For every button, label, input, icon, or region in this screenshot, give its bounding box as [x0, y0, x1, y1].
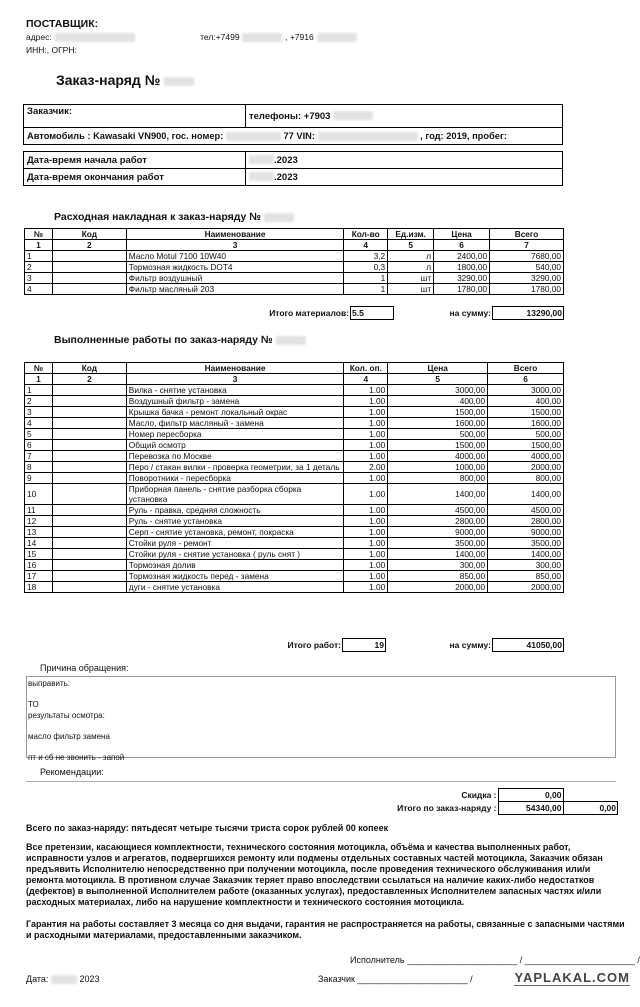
row-name: Тормозная жидкость перед - замена: [126, 571, 344, 582]
title-text: Заказ-наряд №: [56, 72, 161, 88]
table-row: [25, 284, 564, 295]
table-row: [25, 451, 564, 462]
row-total: 400,00: [488, 396, 564, 407]
row-number: 1: [25, 251, 53, 262]
works-colnum-1: 2: [52, 374, 126, 385]
phones-label: телефоны: +7903: [249, 110, 331, 122]
end-value: .2023: [274, 171, 298, 183]
table-row: [25, 407, 564, 418]
row-price: 4000,00: [388, 451, 488, 462]
date-value: 2023: [79, 974, 100, 984]
executor-signature: Исполнитель ______________________ / ______________________ /: [350, 955, 640, 965]
table-row: [25, 418, 564, 429]
table-row: [25, 549, 564, 560]
row-number: 4: [25, 418, 53, 429]
row-price: 1000,00: [388, 462, 488, 473]
row-qty: 1.00: [344, 484, 388, 505]
row-total: 2000,00: [488, 582, 564, 593]
row-code: [52, 273, 126, 284]
row-unit: л: [388, 262, 434, 273]
works-total: [240, 638, 564, 652]
vehicle-cell: [24, 128, 563, 145]
row-price: 850,00: [388, 571, 488, 582]
row-unit: шт: [388, 273, 434, 284]
row-number: 15: [25, 549, 53, 560]
row-qty: 1.00: [344, 407, 388, 418]
table-row: [25, 396, 564, 407]
materials-title: [54, 211, 294, 223]
row-price: 1500,00: [388, 407, 488, 418]
row-number: 17: [25, 571, 53, 582]
executor-label: Исполнитель: [350, 955, 405, 965]
row-number: 12: [25, 516, 53, 527]
row-number: 2: [25, 262, 53, 273]
end-label: Дата-время окончания работ: [27, 171, 164, 183]
dates-table: [23, 151, 563, 186]
row-name: Тормозная долив: [126, 560, 344, 571]
reason-line: ТО: [28, 700, 39, 709]
works-colnum-5: 6: [488, 374, 564, 385]
row-total: 7680,00: [490, 251, 564, 262]
row-number: 1: [25, 385, 53, 396]
row-total: 540,00: [490, 262, 564, 273]
row-code: [52, 538, 126, 549]
row-total: 4500,00: [488, 505, 564, 516]
row-price: 300,00: [388, 560, 488, 571]
materials-colnum-0: 1: [25, 240, 53, 251]
table-row: [25, 484, 564, 505]
reason-line: масло фильтр замена: [28, 731, 110, 741]
row-name: Фильтр воздушный: [126, 273, 344, 284]
redacted-date: [51, 975, 77, 984]
row-name: Перо / стакан вилки - проверка геометрии, за 1 деталь: [126, 462, 344, 473]
works-sum-value: 41050,00: [493, 639, 564, 652]
reason-box: [26, 676, 616, 762]
row-name: Руль - снятие установка: [126, 516, 344, 527]
materials-header-5: Цена: [434, 229, 490, 240]
row-number: 7: [25, 451, 53, 462]
table-row: [25, 385, 564, 396]
materials-sum-label: на сумму:: [449, 308, 491, 318]
materials-total-label: Итого материалов:: [269, 308, 349, 318]
table-row: [25, 429, 564, 440]
row-code: [52, 484, 126, 505]
row-total: 850,00: [488, 571, 564, 582]
row-name: Общий осмотр: [126, 440, 344, 451]
works-sum-label: на сумму:: [449, 640, 491, 650]
works-header-4: Цена: [388, 363, 488, 374]
row-qty: 1.00: [344, 571, 388, 582]
table-row: [25, 571, 564, 582]
row-price: 2400,00: [434, 251, 490, 262]
start-value: .2023: [274, 154, 298, 166]
materials-colnum-4: 5: [388, 240, 434, 251]
customer-table: [23, 104, 563, 145]
materials-total-qty: 5.5: [351, 307, 394, 320]
table-row: [25, 527, 564, 538]
row-qty: 2.00: [344, 462, 388, 473]
page-title: [56, 72, 194, 88]
table-row: [25, 251, 564, 262]
row-number: 3: [25, 407, 53, 418]
summary-table: [330, 788, 618, 815]
works-header-0: №: [25, 363, 53, 374]
row-number: 14: [25, 538, 53, 549]
row-qty: 1.00: [344, 505, 388, 516]
phones-cell: [246, 105, 563, 128]
row-code: [52, 516, 126, 527]
row-qty: 1.00: [344, 473, 388, 484]
row-number: 13: [25, 527, 53, 538]
works-colnum-3: 4: [344, 374, 388, 385]
row-code: [52, 407, 126, 418]
works-title-text: Выполненные работы по заказ-наряду №: [54, 334, 273, 346]
redacted-start-date: [249, 155, 274, 164]
row-price: 1780,00: [434, 284, 490, 295]
redacted-materials-number: [264, 213, 294, 222]
row-price: 500,00: [388, 429, 488, 440]
row-total: 2000,00: [488, 462, 564, 473]
redacted-plate: [226, 132, 281, 141]
customer-cell: [24, 105, 246, 128]
table-row: [25, 462, 564, 473]
row-price: 1600,00: [388, 418, 488, 429]
row-number: 3: [25, 273, 53, 284]
vehicle-label: Автомобиль : Kawasaki VN900, гос. номер:: [27, 130, 224, 141]
materials-body: [25, 251, 564, 295]
row-price: 3290,00: [434, 273, 490, 284]
row-code: [52, 462, 126, 473]
row-price: 1800,00: [434, 262, 490, 273]
row-code: [52, 571, 126, 582]
recommendations-label: Рекомендации:: [40, 767, 104, 777]
row-number: 5: [25, 429, 53, 440]
materials-number-row: [25, 240, 564, 251]
row-qty: 1: [344, 273, 388, 284]
row-qty: 1.00: [344, 396, 388, 407]
row-qty: 0,3: [344, 262, 388, 273]
works-body: [25, 385, 564, 593]
phone-label: тел:+7499: [200, 32, 240, 42]
row-code: [52, 396, 126, 407]
redacted-phone: [242, 33, 282, 42]
materials-colnum-3: 4: [344, 240, 388, 251]
row-total: 1500,00: [488, 440, 564, 451]
row-name: Стойки руля - снятие установка ( руль снят ): [126, 549, 344, 560]
start-label-cell: [24, 152, 246, 169]
row-code: [52, 284, 126, 295]
row-code: [52, 560, 126, 571]
materials-header-2: Наименование: [126, 229, 344, 240]
row-code: [52, 505, 126, 516]
row-price: 1400,00: [388, 549, 488, 560]
materials-header-3: Кол-во: [344, 229, 388, 240]
terms-text: Все претензии, касающиеся комплектности, технического состояния мотоцикла, объёма и качества выполненных работ, исправности узлов и агрегатов, подвергшихся ремонту или подмены отдельных составных частей мотоцикла, Заказчик обязан предъявить Исполнителю непосредственно при получении мотоцикла, после проведения технического обслуживания или/и ремонта мотоцикла. В противном случае Заказчик теряет право впоследствии ссылаться на наличие каких-либо недостатков (дефектов) в выполненной Исполнителем работе (оказанных услугах), предоставленных Исполнителем запасных частях и/или расходных материалах, либо на нарушение комплектности и технического состояния мотоцикла.: [26, 842, 603, 907]
address-label: адрес:: [26, 32, 52, 42]
works-colnum-0: 1: [25, 374, 53, 385]
row-number: 8: [25, 462, 53, 473]
row-qty: 1.00: [344, 527, 388, 538]
row-total: 3000,00: [488, 385, 564, 396]
phone2-label: , +7916: [285, 32, 314, 42]
reason-line: [28, 742, 615, 753]
row-number: 4: [25, 284, 53, 295]
row-number: 6: [25, 440, 53, 451]
row-total: 1400,00: [488, 549, 564, 560]
row-total: 2800,00: [488, 516, 564, 527]
table-row: [25, 262, 564, 273]
works-table: [24, 362, 564, 593]
row-qty: 1.00: [344, 385, 388, 396]
row-code: [52, 473, 126, 484]
inn-label: ИНН:, ОГРН:: [26, 45, 77, 55]
row-number: 2: [25, 396, 53, 407]
row-number: 18: [25, 582, 53, 593]
date-label: Дата:: [26, 974, 49, 984]
row-qty: 1.00: [344, 451, 388, 462]
row-code: [52, 451, 126, 462]
works-header-2: Наименование: [126, 363, 344, 374]
watermark-logo: YAPLAKAL.COM: [514, 970, 630, 985]
materials-header-1: Код: [52, 229, 126, 240]
works-header-1: Код: [52, 363, 126, 374]
row-qty: 1.00: [344, 516, 388, 527]
row-number: 11: [25, 505, 53, 516]
row-qty: 3,2: [344, 251, 388, 262]
vin-label: 77 VIN:: [283, 130, 315, 141]
end-label-cell: [24, 169, 246, 186]
row-number: 9: [25, 473, 53, 484]
row-number: 16: [25, 560, 53, 571]
row-total: 1600,00: [488, 418, 564, 429]
table-row: [25, 538, 564, 549]
order-total-label: Итого по заказ-наряду :: [397, 803, 497, 813]
customer-sign-label: Заказчик: [318, 974, 355, 984]
table-row: [25, 560, 564, 571]
row-total: 300,00: [488, 560, 564, 571]
reason-line: выправить:: [28, 679, 71, 688]
table-row: [25, 582, 564, 593]
redacted-works-number: [276, 336, 306, 345]
table-row: [25, 440, 564, 451]
reason-line: пт и сб не звонить - запой: [28, 752, 125, 762]
reason-line: результаты осмотра:: [28, 710, 105, 720]
customer-signature: Заказчик ______________________ /: [318, 974, 473, 984]
row-qty: 1.00: [344, 429, 388, 440]
row-price: 9000,00: [388, 527, 488, 538]
row-name: Крышка бачка - ремонт локальный окрас: [126, 407, 344, 418]
row-name: Тормозная жидкость DOT4: [126, 262, 344, 273]
materials-colnum-2: 3: [126, 240, 344, 251]
row-qty: 1.00: [344, 582, 388, 593]
row-qty: 1: [344, 284, 388, 295]
redacted-order-number: [164, 77, 194, 86]
row-number: 10: [25, 484, 53, 505]
row-price: 2800,00: [388, 516, 488, 527]
warranty-text: Гарантия на работы составляет 3 месяца со дня выдачи, гарантия не распространяется на работы, связанные с запасными частями и расходными материалами, предоставленными заказчиком.: [26, 919, 625, 940]
row-price: 4500,00: [388, 505, 488, 516]
start-label: Дата-время начала работ: [27, 154, 147, 166]
supplier-label: ПОСТАВЩИК:: [26, 18, 99, 30]
reason-line: [28, 721, 615, 732]
table-row: [25, 505, 564, 516]
row-qty: 1.00: [344, 560, 388, 571]
row-code: [52, 429, 126, 440]
row-qty: 1.00: [344, 549, 388, 560]
date-block: [26, 974, 100, 984]
row-total: 3500,00: [488, 538, 564, 549]
row-name: Руль - правка, средняя сложность: [126, 505, 344, 516]
row-name: Поворотники - пересборка: [126, 473, 344, 484]
row-code: [52, 418, 126, 429]
table-row: [25, 273, 564, 284]
row-price: 1400,00: [388, 484, 488, 505]
redacted-customer-phone: [333, 111, 373, 120]
table-row: [25, 473, 564, 484]
row-code: [52, 582, 126, 593]
recommendations-divider: [26, 781, 616, 782]
row-name: Вилка - снятие установка: [126, 385, 344, 396]
row-total: 1500,00: [488, 407, 564, 418]
start-value-cell: [246, 152, 563, 169]
materials-title-text: Расходная накладная к заказ-наряду №: [54, 211, 261, 223]
works-total-label: Итого работ:: [287, 640, 341, 650]
row-total: 500,00: [488, 429, 564, 440]
table-row: [25, 516, 564, 527]
redacted-end-date: [249, 172, 274, 181]
row-code: [52, 262, 126, 273]
materials-header-4: Ед.изм.: [388, 229, 434, 240]
works-colnum-2: 3: [126, 374, 344, 385]
order-total-value: 54340,00: [498, 802, 563, 815]
row-code: [52, 440, 126, 451]
row-name: дуги - снятие установка: [126, 582, 344, 593]
materials-total: [230, 306, 564, 320]
row-qty: 1.00: [344, 440, 388, 451]
row-name: Перевозка по Москве: [126, 451, 344, 462]
row-name: Воздушный фильтр - замена: [126, 396, 344, 407]
row-unit: шт: [388, 284, 434, 295]
row-name: Приборная панель - снятие разборка сборка установка: [126, 484, 344, 505]
reason-label: Причина обращения:: [40, 663, 129, 673]
row-total: 1400,00: [488, 484, 564, 505]
works-header-row: [25, 363, 564, 374]
row-total: 3290,00: [490, 273, 564, 284]
works-total-qty: 19: [343, 639, 386, 652]
materials-header-0: №: [25, 229, 53, 240]
row-price: 3500,00: [388, 538, 488, 549]
row-total: 800,00: [488, 473, 564, 484]
materials-sum-value: 13290,00: [493, 307, 564, 320]
row-code: [52, 549, 126, 560]
works-number-row: [25, 374, 564, 385]
redacted-address: [55, 33, 135, 42]
row-code: [52, 251, 126, 262]
works-header-5: Всего: [488, 363, 564, 374]
materials-header-row: [25, 229, 564, 240]
row-total: 1780,00: [490, 284, 564, 295]
row-name: Фильтр масляный 203: [126, 284, 344, 295]
materials-colnum-6: 7: [490, 240, 564, 251]
materials-table: [24, 228, 564, 295]
row-price: 400,00: [388, 396, 488, 407]
row-name: Серп - снятие установка, ремонт, покраска: [126, 527, 344, 538]
supplier-block: [26, 18, 357, 57]
discount-label: Скидка :: [461, 790, 497, 800]
row-price: 1500,00: [388, 440, 488, 451]
row-price: 800,00: [388, 473, 488, 484]
row-code: [52, 385, 126, 396]
materials-colnum-1: 2: [52, 240, 126, 251]
row-name: Масло, фильтр масляный - замена: [126, 418, 344, 429]
end-value-cell: [246, 169, 563, 186]
row-qty: 1.00: [344, 418, 388, 429]
year-label: , год: 2019, пробег:: [420, 130, 507, 141]
redacted-vin: [318, 132, 418, 141]
works-header-3: Кол. оп.: [344, 363, 388, 374]
row-name: Номер пересборка: [126, 429, 344, 440]
customer-label: Заказчик:: [27, 106, 73, 117]
discount-value: 0,00: [498, 789, 563, 802]
materials-header-6: Всего: [490, 229, 564, 240]
row-name: Масло Motul 7100 10W40: [126, 251, 344, 262]
works-colnum-4: 5: [388, 374, 488, 385]
materials-colnum-5: 6: [434, 240, 490, 251]
row-total: 4000,00: [488, 451, 564, 462]
row-total: 9000,00: [488, 527, 564, 538]
row-qty: 1.00: [344, 538, 388, 549]
row-price: 3000,00: [388, 385, 488, 396]
order-total-extra: 0,00: [563, 802, 618, 815]
row-unit: л: [388, 251, 434, 262]
row-price: 2000,00: [388, 582, 488, 593]
works-title: [54, 334, 306, 346]
total-in-words: Всего по заказ-наряду: пятьдесят четыре тысячи триста сорок рублей 00 копеек: [26, 823, 389, 833]
row-name: Стойки руля - ремонт: [126, 538, 344, 549]
redacted-phone2: [317, 33, 357, 42]
reason-line: [28, 690, 615, 701]
row-code: [52, 527, 126, 538]
